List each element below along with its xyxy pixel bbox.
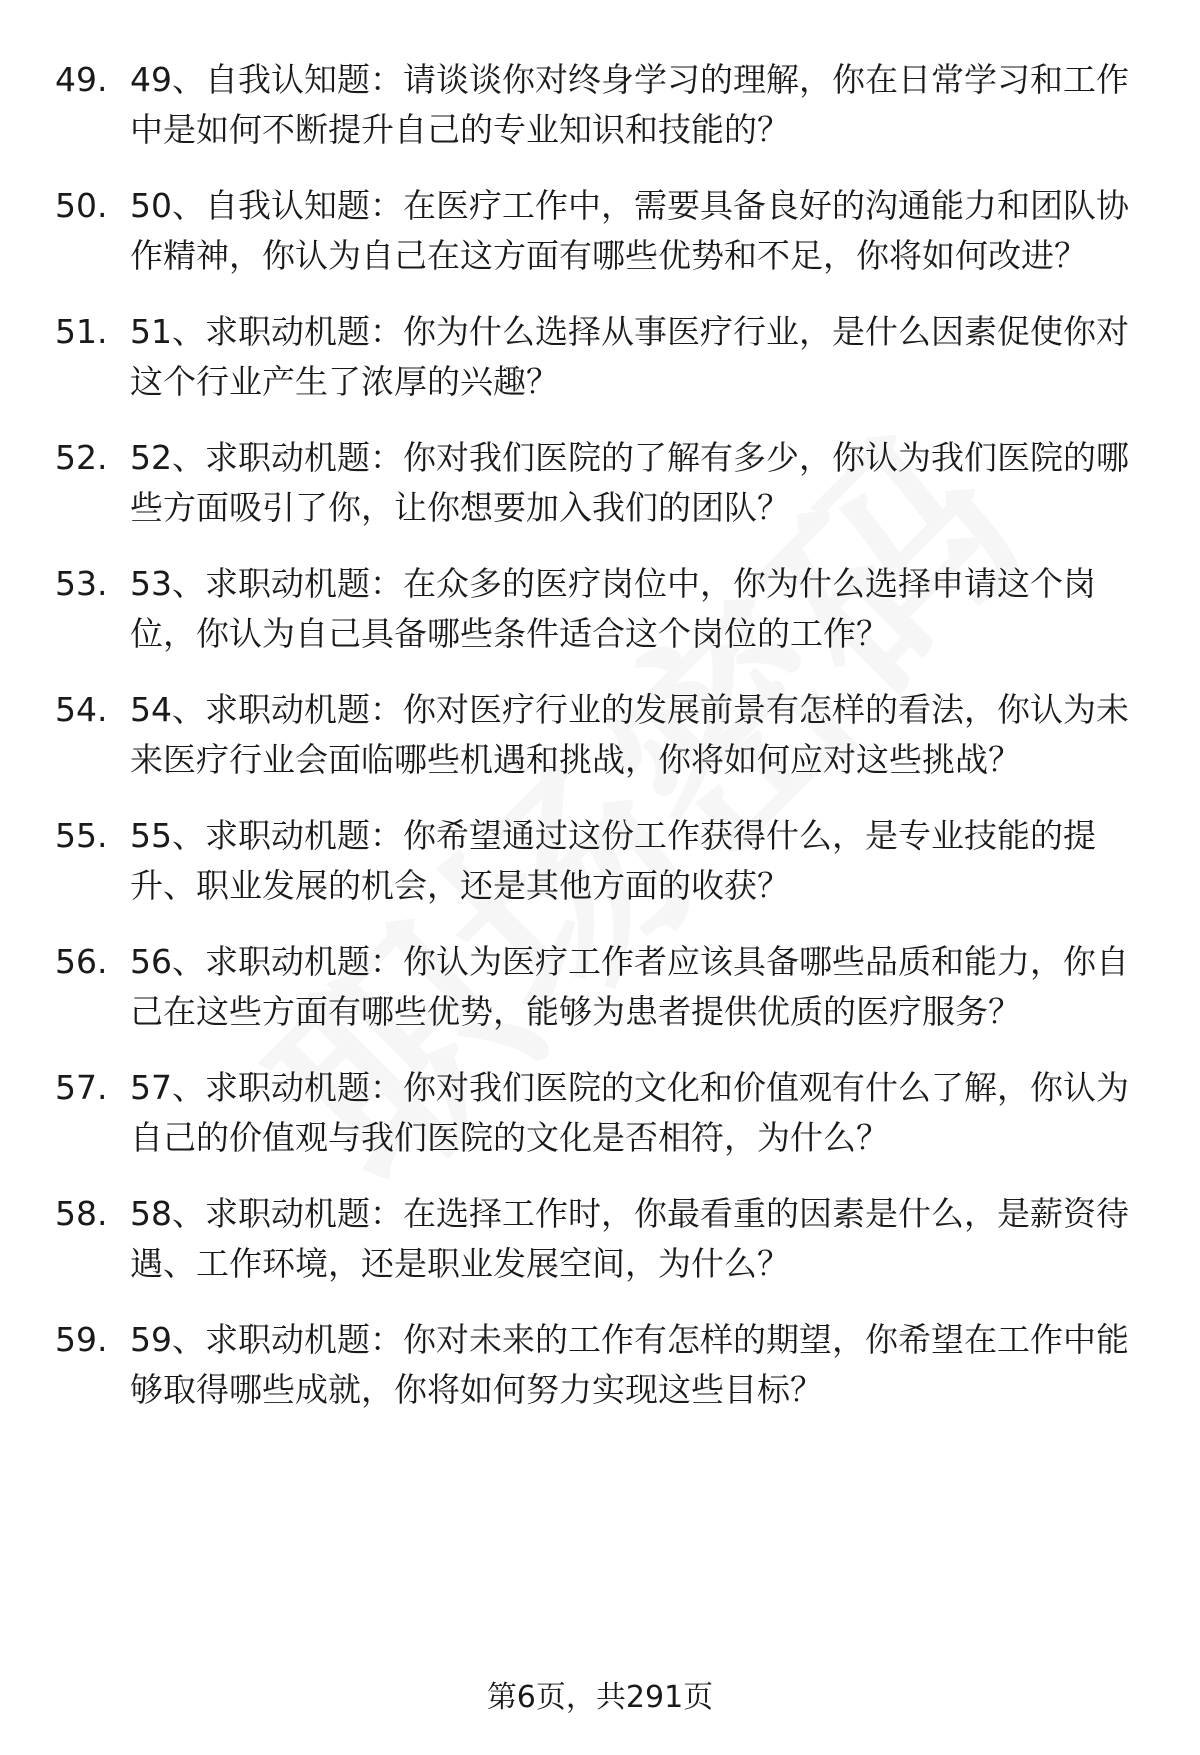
question-number: 56.	[55, 942, 108, 981]
question-text: 59、求职动机题：你对未来的工作有怎样的期望，你希望在工作中能够取得哪些成就，你将如何努力实现这些目标？	[130, 1320, 1129, 1409]
question-text: 51、求职动机题：你为什么选择从事医疗行业，是什么因素促使你对这个行业产生了浓厚的兴趣？	[130, 312, 1129, 401]
question-text: 50、自我认知题：在医疗工作中，需要具备良好的沟通能力和团队协作精神，你认为自己在这方面有哪些优势和不足，你将如何改进？	[130, 186, 1129, 275]
page-number-label: 第6页，共291页	[486, 1680, 714, 1715]
list-item	[55, 1189, 1145, 1289]
question-number: 58.	[55, 1194, 108, 1233]
question-text: 49、自我认知题：请谈谈你对终身学习的理解，你在日常学习和工作中是如何不断提升自己的专业知识和技能的？	[130, 60, 1129, 149]
list-item	[55, 937, 1145, 1037]
list-item	[55, 55, 1145, 155]
list-item	[55, 1315, 1145, 1415]
list-item	[55, 1063, 1145, 1163]
question-number: 59.	[55, 1320, 108, 1359]
question-number: 54.	[55, 690, 108, 729]
question-number: 50.	[55, 186, 108, 225]
question-text: 58、求职动机题：在选择工作时，你最看重的因素是什么，是薪资待遇、工作环境，还是职业发展空间，为什么？	[130, 1194, 1129, 1283]
question-text: 54、求职动机题：你对医疗行业的发展前景有怎样的看法，你认为未来医疗行业会面临哪些机遇和挑战，你将如何应对这些挑战？	[130, 690, 1129, 779]
question-number: 57.	[55, 1068, 108, 1107]
question-text: 56、求职动机题：你认为医疗工作者应该具备哪些品质和能力，你自己在这些方面有哪些优势，能够为患者提供优质的医疗服务？	[130, 942, 1129, 1031]
list-item	[55, 433, 1145, 533]
question-text: 55、求职动机题：你希望通过这份工作获得什么，是专业技能的提升、职业发展的机会，还是其他方面的收获？	[130, 816, 1096, 905]
question-number: 55.	[55, 816, 108, 855]
question-list	[55, 55, 1145, 1441]
question-text: 57、求职动机题：你对我们医院的文化和价值观有什么了解，你认为自己的价值观与我们医院的文化是否相符，为什么？	[130, 1068, 1129, 1157]
question-text: 52、求职动机题：你对我们医院的了解有多少，你认为我们医院的哪些方面吸引了你，让你想要加入我们的团队？	[130, 438, 1129, 527]
list-item	[55, 811, 1145, 911]
question-number: 53.	[55, 564, 108, 603]
question-number: 51.	[55, 312, 108, 351]
list-item	[55, 685, 1145, 785]
page-footer	[0, 1678, 1200, 1718]
question-text: 53、求职动机题：在众多的医疗岗位中，你为什么选择申请这个岗位，你认为自己具备哪些条件适合这个岗位的工作？	[130, 564, 1096, 653]
list-item	[55, 307, 1145, 407]
list-item	[55, 559, 1145, 659]
question-number: 49.	[55, 60, 108, 99]
question-number: 52.	[55, 438, 108, 477]
list-item	[55, 181, 1145, 281]
